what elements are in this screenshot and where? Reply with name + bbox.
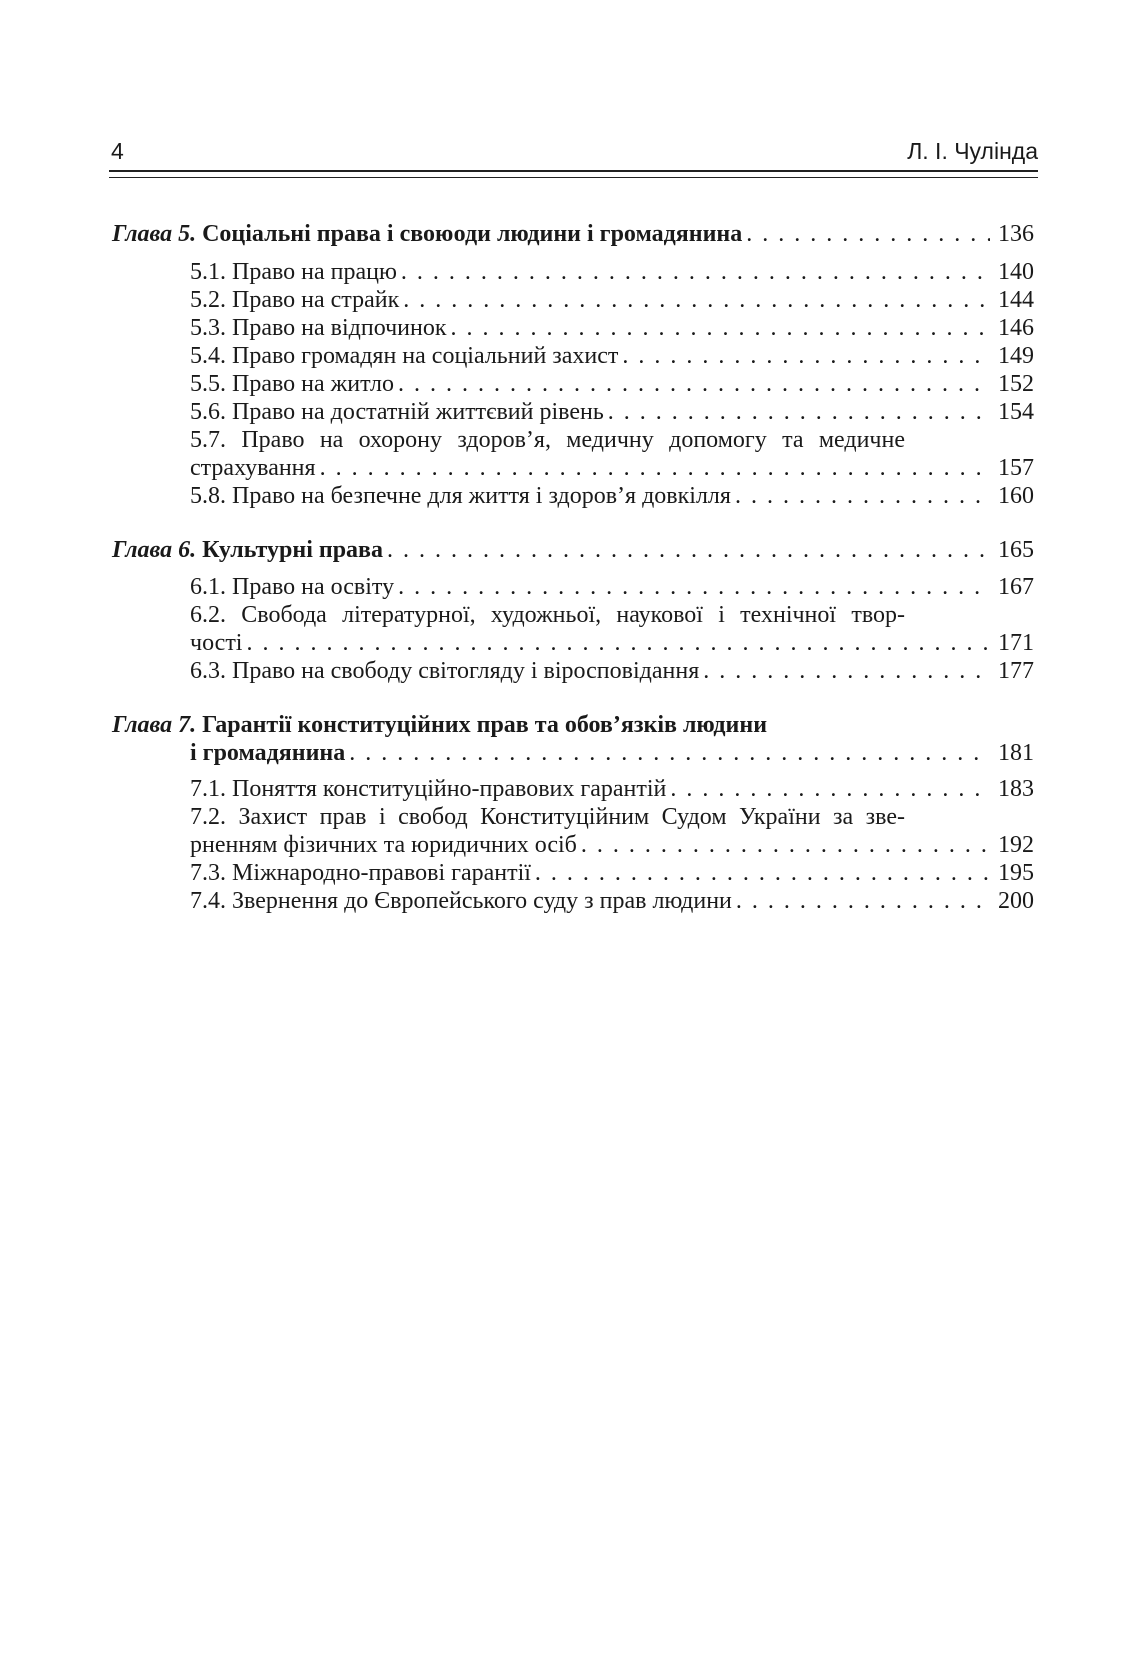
chapter-page: 165	[998, 537, 1034, 563]
chapter-heading[interactable]	[112, 711, 1034, 739]
entry-page: 149	[998, 343, 1034, 369]
leader-dots	[403, 286, 990, 314]
entry-title-line1: 6.2. Свобода літературної, художньої, наукової і технічної твор-	[190, 602, 905, 628]
entry-title: 6.3. Право на свободу світогляду і віросповідання	[190, 658, 700, 684]
entry-title: 5.1. Право на працю	[190, 259, 397, 285]
header-rule-thin	[109, 177, 1038, 178]
entry-page: 183	[998, 776, 1034, 802]
leader-dots	[622, 342, 990, 370]
entry-title: 7.3. Міжнародно-правові гарантії	[190, 860, 531, 886]
leader-dots	[349, 739, 990, 767]
leader-dots	[246, 629, 990, 657]
entry-page: 177	[998, 658, 1034, 684]
entry-title-line1: 5.7. Право на охорону здоров’я, медичну допомогу та медичне	[190, 427, 905, 453]
entry-title: 5.2. Право на страйк	[190, 287, 400, 313]
leader-dots	[451, 314, 991, 342]
page-number: 4	[111, 138, 124, 164]
toc-entry-wrapped[interactable]	[112, 601, 1034, 629]
chapter-label: Глава 6.	[112, 537, 197, 563]
entry-page: 195	[998, 860, 1034, 886]
toc-entry-continuation[interactable]	[112, 454, 1034, 482]
entry-title: 5.5. Право на житло	[190, 371, 394, 397]
entry-page: 200	[998, 888, 1034, 914]
chapter-heading[interactable]	[112, 220, 1034, 248]
leader-dots	[398, 370, 990, 398]
toc-entry[interactable]	[112, 657, 1034, 685]
toc-entry[interactable]	[112, 314, 1034, 342]
leader-dots	[670, 775, 990, 803]
entry-title: 5.8. Право на безпечне для життя і здоров’я довкілля	[190, 483, 731, 509]
leader-dots	[398, 573, 990, 601]
running-header	[109, 132, 1038, 168]
chapter-title-line1: Гарантії конституційних прав та обов’язків людини	[202, 712, 768, 738]
entry-page: 160	[998, 483, 1034, 509]
leader-dots	[535, 859, 990, 887]
entry-title-line2: чості	[190, 630, 243, 656]
entry-page: 171	[998, 630, 1034, 656]
entry-title-line2: страхування	[190, 455, 316, 481]
toc-entry-continuation[interactable]	[112, 831, 1034, 859]
toc-entry[interactable]	[112, 342, 1034, 370]
leader-dots	[401, 258, 990, 286]
entry-page: 167	[998, 574, 1034, 600]
entry-title-line2: рненням фізичних та юридичних осіб	[190, 832, 577, 858]
entry-page: 144	[998, 287, 1034, 313]
toc-entry-wrapped[interactable]	[112, 426, 1034, 454]
chapter-heading-continuation[interactable]	[112, 739, 1034, 767]
entry-page: 146	[998, 315, 1034, 341]
toc-entry[interactable]	[112, 258, 1034, 286]
entry-title: 5.6. Право на достатній життєвий рівень	[190, 399, 604, 425]
chapter-label: Глава 7.	[112, 712, 197, 738]
leader-dots	[703, 657, 990, 685]
entry-title: 5.3. Право на відпочинок	[190, 315, 447, 341]
entry-title: 5.4. Право громадян на соціальний захист	[190, 343, 619, 369]
entry-title-line1: 7.2. Захист прав і свобод Конституційним Судом України за зве-	[190, 804, 905, 830]
toc-entry[interactable]	[112, 573, 1034, 601]
table-of-contents	[112, 220, 1034, 937]
chapter-label: Глава 5.	[112, 221, 197, 247]
toc-entry[interactable]	[112, 482, 1034, 510]
chapter-page: 181	[998, 740, 1034, 766]
entry-page: 152	[998, 371, 1034, 397]
leader-dots	[735, 482, 990, 510]
toc-entry[interactable]	[112, 775, 1034, 803]
toc-entry-continuation[interactable]	[112, 629, 1034, 657]
entry-page: 192	[998, 832, 1034, 858]
header-rule-thick	[109, 170, 1038, 172]
leader-dots	[608, 398, 990, 426]
toc-entry[interactable]	[112, 370, 1034, 398]
entry-page: 157	[998, 455, 1034, 481]
toc-entry[interactable]	[112, 286, 1034, 314]
leader-dots	[736, 887, 990, 915]
toc-chapter-5	[112, 220, 1034, 510]
toc-entry[interactable]	[112, 398, 1034, 426]
toc-entry-wrapped[interactable]	[112, 803, 1034, 831]
entry-page: 154	[998, 399, 1034, 425]
entry-title: 6.1. Право на освіту	[190, 574, 395, 600]
toc-chapter-6	[112, 536, 1034, 685]
entry-page: 140	[998, 259, 1034, 285]
toc-entry[interactable]	[112, 859, 1034, 887]
leader-dots	[320, 454, 990, 482]
toc-entry[interactable]	[112, 887, 1034, 915]
leader-dots	[581, 831, 990, 859]
entry-title: 7.1. Поняття конституційно-правових гарантій	[190, 776, 667, 802]
chapter-title: Культурні права	[202, 537, 383, 563]
chapter-page: 136	[998, 221, 1034, 247]
entry-title: 7.4. Звернення до Європейського суду з прав людини	[190, 888, 732, 914]
chapter-heading[interactable]	[112, 536, 1034, 564]
chapter-title-line2: і громадянина	[190, 740, 346, 766]
running-author: Л. І. Чулінда	[907, 138, 1038, 164]
toc-chapter-7	[112, 711, 1034, 915]
leader-dots	[387, 536, 990, 564]
chapter-title: Соціальні права і своюоди людини і громадянина	[202, 221, 743, 247]
leader-dots	[746, 220, 990, 248]
